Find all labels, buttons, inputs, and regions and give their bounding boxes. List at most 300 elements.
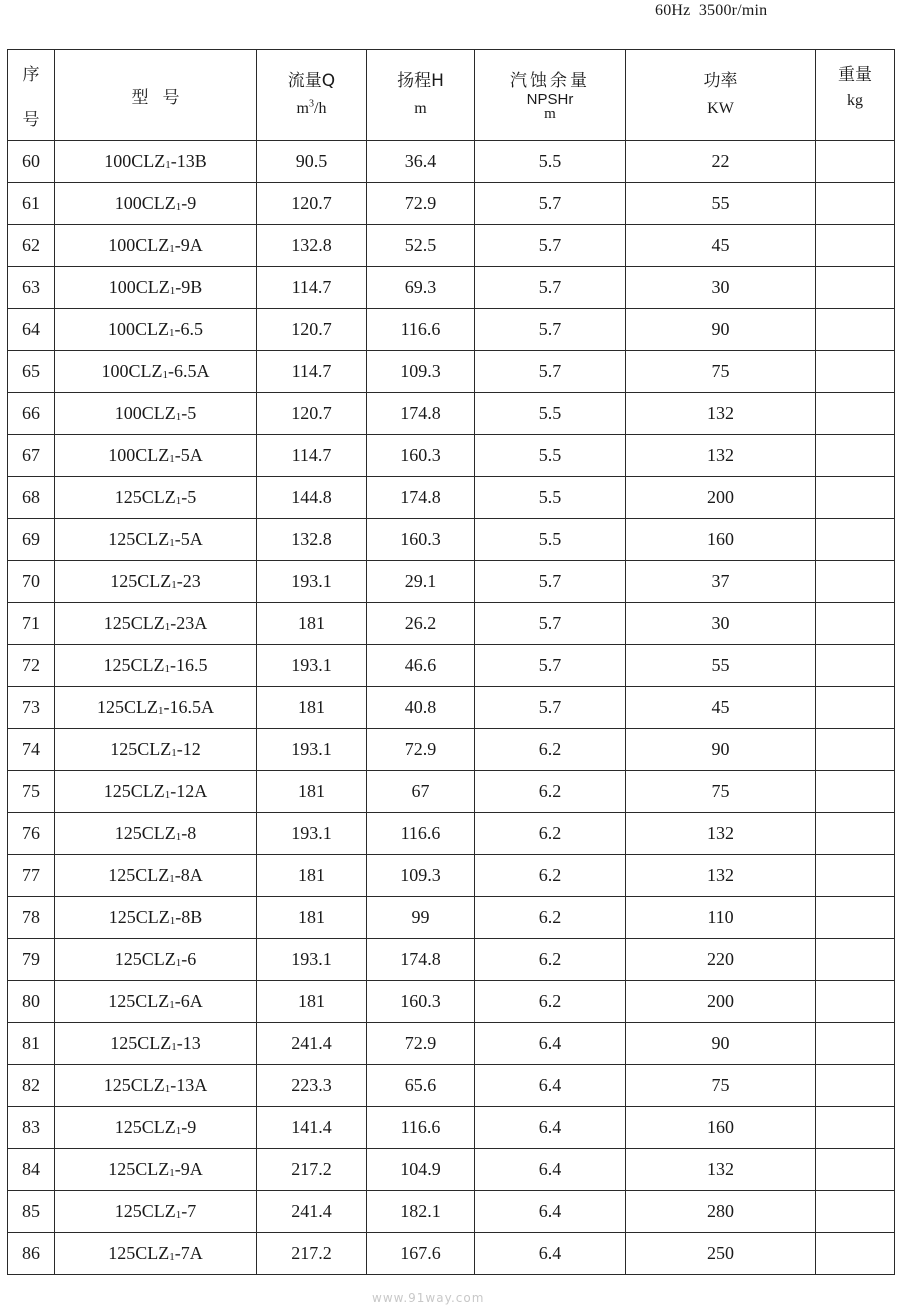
model-subscript: 1 <box>175 495 182 507</box>
cell-npsh: 6.2 <box>475 771 626 813</box>
cell-seq: 69 <box>8 519 55 561</box>
model-prefix: 100 <box>101 361 129 381</box>
cell-seq: 60 <box>8 141 55 183</box>
cell-weight <box>816 267 895 309</box>
cell-seq: 77 <box>8 855 55 897</box>
cell-head: 174.8 <box>367 393 475 435</box>
cell-seq: 80 <box>8 981 55 1023</box>
table-row <box>8 939 895 981</box>
cell-head: 40.8 <box>367 687 475 729</box>
header-npsh-code: NPSHr <box>526 91 574 108</box>
cell-weight <box>816 1191 895 1233</box>
cell-seq: 66 <box>8 393 55 435</box>
watermark-text: www.91way.com <box>372 1291 485 1305</box>
cell-seq: 84 <box>8 1149 55 1191</box>
cell-weight <box>816 897 895 939</box>
cell-model <box>55 1023 257 1065</box>
cell-flow: 114.7 <box>257 267 367 309</box>
model-infix: CLZ <box>135 319 169 339</box>
cell-power: 30 <box>626 603 816 645</box>
cell-model <box>55 141 257 183</box>
table-row <box>8 351 895 393</box>
model-infix: CLZ <box>141 1117 176 1137</box>
cell-flow: 193.1 <box>257 939 367 981</box>
cell-weight <box>816 1023 895 1065</box>
cell-seq: 74 <box>8 729 55 771</box>
cell-model <box>55 183 257 225</box>
cell-flow: 120.7 <box>257 393 367 435</box>
cell-power: 75 <box>626 351 816 393</box>
header-seq-bottom: 号 <box>22 110 40 130</box>
cell-flow: 217.2 <box>257 1149 367 1191</box>
cell-flow: 132.8 <box>257 519 367 561</box>
model-infix: CLZ <box>135 277 170 297</box>
table-row <box>8 141 895 183</box>
cell-head: 46.6 <box>367 645 475 687</box>
cell-head: 160.3 <box>367 981 475 1023</box>
model-subscript: 1 <box>164 621 171 633</box>
cell-npsh: 5.5 <box>475 141 626 183</box>
cell-weight <box>816 1065 895 1107</box>
cell-model <box>55 939 257 981</box>
model-infix: CLZ <box>141 823 176 843</box>
table-row <box>8 477 895 519</box>
model-infix: CLZ <box>135 445 170 465</box>
model-infix: CLZ <box>130 1075 165 1095</box>
cell-head: 109.3 <box>367 351 475 393</box>
model-prefix: 125 <box>103 613 131 633</box>
table-row <box>8 1233 895 1275</box>
table-row <box>8 519 895 561</box>
table-row <box>8 225 895 267</box>
cell-weight <box>816 519 895 561</box>
cell-flow: 181 <box>257 855 367 897</box>
cell-npsh: 6.2 <box>475 981 626 1023</box>
cell-flow: 144.8 <box>257 477 367 519</box>
cell-seq: 86 <box>8 1233 55 1275</box>
header-flow-label: 流量Q <box>287 71 336 91</box>
header-head <box>367 50 475 141</box>
cell-npsh: 5.7 <box>475 687 626 729</box>
cell-model <box>55 309 257 351</box>
table-row <box>8 309 895 351</box>
cell-model <box>55 687 257 729</box>
cell-flow: 241.4 <box>257 1023 367 1065</box>
cell-weight <box>816 771 895 813</box>
model-prefix: 100 <box>108 277 136 297</box>
model-prefix: 125 <box>108 529 136 549</box>
table-row <box>8 645 895 687</box>
cell-head: 182.1 <box>367 1191 475 1233</box>
cell-seq: 81 <box>8 1023 55 1065</box>
header-flow <box>257 50 367 141</box>
cell-seq: 71 <box>8 603 55 645</box>
cell-head: 116.6 <box>367 813 475 855</box>
cell-power: 250 <box>626 1233 816 1275</box>
cell-seq: 67 <box>8 435 55 477</box>
cell-model <box>55 519 257 561</box>
cell-weight <box>816 603 895 645</box>
table-row <box>8 393 895 435</box>
model-suffix: -16.5A <box>163 697 214 717</box>
cell-flow: 181 <box>257 981 367 1023</box>
header-weight-unit: kg <box>847 92 863 109</box>
header-weight-label: 重量 <box>838 65 872 85</box>
cell-flow: 120.7 <box>257 183 367 225</box>
cell-power: 37 <box>626 561 816 603</box>
model-infix: CLZ <box>137 571 172 591</box>
table-row <box>8 1023 895 1065</box>
cell-weight <box>816 1107 895 1149</box>
cell-weight <box>816 1233 895 1275</box>
cell-head: 65.6 <box>367 1065 475 1107</box>
cell-head: 167.6 <box>367 1233 475 1275</box>
cell-model <box>55 1233 257 1275</box>
model-suffix: -5A <box>174 445 203 465</box>
cell-seq: 72 <box>8 645 55 687</box>
table-header-row <box>8 50 895 141</box>
table-row <box>8 1191 895 1233</box>
cell-power: 90 <box>626 309 816 351</box>
cell-flow: 114.7 <box>257 351 367 393</box>
cell-weight <box>816 477 895 519</box>
cell-model <box>55 477 257 519</box>
model-infix: CLZ <box>130 781 165 801</box>
cell-power: 90 <box>626 729 816 771</box>
cell-seq: 64 <box>8 309 55 351</box>
cell-power: 90 <box>626 1023 816 1065</box>
model-infix: CLZ <box>131 151 166 171</box>
model-infix: CLZ <box>135 235 170 255</box>
model-subscript: 1 <box>175 831 182 843</box>
cell-head: 99 <box>367 897 475 939</box>
cell-npsh: 5.7 <box>475 309 626 351</box>
model-suffix: -6 <box>181 949 197 969</box>
cell-flow: 217.2 <box>257 1233 367 1275</box>
cell-weight <box>816 1149 895 1191</box>
model-suffix: -13B <box>170 151 207 171</box>
cell-seq: 61 <box>8 183 55 225</box>
model-subscript: 1 <box>169 915 176 927</box>
model-infix: CLZ <box>135 991 170 1011</box>
table-row <box>8 687 895 729</box>
header-power-unit: KW <box>707 100 734 117</box>
cell-power: 132 <box>626 813 816 855</box>
cell-head: 72.9 <box>367 729 475 771</box>
model-subscript: 1 <box>171 579 177 591</box>
cell-flow: 181 <box>257 771 367 813</box>
cell-power: 110 <box>626 897 816 939</box>
cell-power: 22 <box>626 141 816 183</box>
cell-model <box>55 645 257 687</box>
cell-power: 132 <box>626 393 816 435</box>
model-prefix: 125 <box>103 655 131 675</box>
model-subscript: 1 <box>171 1041 177 1053</box>
header-npsh-unit: m <box>544 106 556 122</box>
cell-model <box>55 393 257 435</box>
model-prefix: 125 <box>110 571 138 591</box>
model-suffix: -16.5 <box>170 655 208 675</box>
cell-npsh: 6.4 <box>475 1149 626 1191</box>
table-row <box>8 813 895 855</box>
model-subscript: 1 <box>175 201 182 213</box>
cell-head: 116.6 <box>367 1107 475 1149</box>
cell-head: 69.3 <box>367 267 475 309</box>
table-row <box>8 267 895 309</box>
model-infix: CLZ <box>128 361 163 381</box>
cell-npsh: 6.4 <box>475 1023 626 1065</box>
cell-seq: 73 <box>8 687 55 729</box>
table-row <box>8 1149 895 1191</box>
cell-power: 160 <box>626 519 816 561</box>
cell-flow: 114.7 <box>257 435 367 477</box>
model-suffix: -9 <box>181 1117 197 1137</box>
cell-weight <box>816 813 895 855</box>
cell-seq: 65 <box>8 351 55 393</box>
header-weight <box>816 50 895 141</box>
model-suffix: -23 <box>176 571 201 591</box>
cell-head: 26.2 <box>367 603 475 645</box>
model-suffix: -13A <box>170 1075 208 1095</box>
table-row <box>8 603 895 645</box>
model-subscript: 1 <box>169 1251 175 1263</box>
cell-model <box>55 1149 257 1191</box>
cell-weight <box>816 645 895 687</box>
model-prefix: 125 <box>103 1075 131 1095</box>
model-infix: CLZ <box>141 403 176 423</box>
table-row <box>8 771 895 813</box>
cell-flow: 90.5 <box>257 141 367 183</box>
model-prefix: 100 <box>104 151 132 171</box>
cell-power: 200 <box>626 981 816 1023</box>
model-infix: CLZ <box>137 1033 172 1053</box>
pump-spec-table <box>7 49 895 1275</box>
model-infix: CLZ <box>130 613 165 633</box>
header-head-unit: m <box>414 100 427 117</box>
model-suffix: -5 <box>181 487 197 507</box>
cell-seq: 79 <box>8 939 55 981</box>
model-suffix: -12A <box>170 781 208 801</box>
model-suffix: -7 <box>181 1201 197 1221</box>
model-infix: CLZ <box>130 655 165 675</box>
cell-weight <box>816 393 895 435</box>
header-model <box>55 50 257 141</box>
model-prefix: 125 <box>108 991 136 1011</box>
cell-model <box>55 729 257 771</box>
model-suffix: -6A <box>174 991 203 1011</box>
cell-power: 132 <box>626 855 816 897</box>
cell-head: 116.6 <box>367 309 475 351</box>
model-suffix: -6.5 <box>174 319 203 339</box>
table-row <box>8 183 895 225</box>
cell-head: 174.8 <box>367 939 475 981</box>
header-model-label: 型号 <box>131 87 194 108</box>
model-prefix: 100 <box>114 403 142 423</box>
model-prefix: 125 <box>110 739 138 759</box>
cell-model <box>55 351 257 393</box>
cell-flow: 223.3 <box>257 1065 367 1107</box>
cell-power: 75 <box>626 771 816 813</box>
cell-power: 280 <box>626 1191 816 1233</box>
cell-flow: 181 <box>257 603 367 645</box>
table-row <box>8 897 895 939</box>
cell-power: 75 <box>626 1065 816 1107</box>
cell-npsh: 6.2 <box>475 813 626 855</box>
header-npsh-label: 汽蚀余量 <box>510 71 590 91</box>
cell-npsh: 5.7 <box>475 603 626 645</box>
table-row <box>8 981 895 1023</box>
cell-npsh: 5.7 <box>475 645 626 687</box>
cell-head: 109.3 <box>367 855 475 897</box>
cell-seq: 78 <box>8 897 55 939</box>
model-suffix: -5 <box>181 403 197 423</box>
model-subscript: 1 <box>169 873 175 885</box>
cell-model <box>55 603 257 645</box>
model-infix: CLZ <box>141 193 176 213</box>
model-suffix: -5A <box>174 529 203 549</box>
cell-model <box>55 897 257 939</box>
model-infix: CLZ <box>141 487 176 507</box>
cell-model <box>55 855 257 897</box>
cell-model <box>55 561 257 603</box>
cell-flow: 181 <box>257 687 367 729</box>
cell-head: 174.8 <box>367 477 475 519</box>
model-subscript: 1 <box>164 1083 171 1095</box>
model-prefix: 125 <box>114 1117 142 1137</box>
model-suffix: -9A <box>174 1159 203 1179</box>
cell-npsh: 5.7 <box>475 561 626 603</box>
cell-weight <box>816 351 895 393</box>
cell-head: 52.5 <box>367 225 475 267</box>
model-subscript: 1 <box>158 705 164 717</box>
model-suffix: -6.5A <box>168 361 210 381</box>
model-prefix: 125 <box>103 781 131 801</box>
cell-power: 160 <box>626 1107 816 1149</box>
cell-npsh: 6.4 <box>475 1107 626 1149</box>
model-infix: CLZ <box>135 529 170 549</box>
model-infix: CLZ <box>135 865 170 885</box>
cell-head: 104.9 <box>367 1149 475 1191</box>
header-power <box>626 50 816 141</box>
cell-model <box>55 981 257 1023</box>
cell-weight <box>816 855 895 897</box>
model-prefix: 125 <box>110 1033 138 1053</box>
model-prefix: 125 <box>114 949 142 969</box>
cell-npsh: 5.7 <box>475 183 626 225</box>
model-subscript: 1 <box>175 1125 182 1137</box>
cell-head: 29.1 <box>367 561 475 603</box>
cell-flow: 193.1 <box>257 561 367 603</box>
cell-model <box>55 267 257 309</box>
table-row <box>8 729 895 771</box>
model-subscript: 1 <box>171 747 177 759</box>
cell-npsh: 6.2 <box>475 939 626 981</box>
cell-head: 36.4 <box>367 141 475 183</box>
table-row <box>8 561 895 603</box>
cell-seq: 76 <box>8 813 55 855</box>
cell-npsh: 5.7 <box>475 267 626 309</box>
cell-power: 200 <box>626 477 816 519</box>
cell-weight <box>816 183 895 225</box>
model-prefix: 125 <box>108 907 136 927</box>
model-prefix: 100 <box>114 193 142 213</box>
model-subscript: 1 <box>169 285 176 297</box>
table-row <box>8 855 895 897</box>
model-suffix: -7A <box>174 1243 203 1263</box>
model-prefix: 100 <box>108 319 135 339</box>
model-infix: CLZ <box>135 1243 170 1263</box>
cell-npsh: 5.5 <box>475 477 626 519</box>
cell-flow: 241.4 <box>257 1191 367 1233</box>
cell-power: 55 <box>626 183 816 225</box>
model-subscript: 1 <box>165 159 171 171</box>
cell-flow: 193.1 <box>257 645 367 687</box>
cell-weight <box>816 435 895 477</box>
header-power-label: 功率 <box>703 71 738 91</box>
table-row <box>8 1065 895 1107</box>
cell-seq: 75 <box>8 771 55 813</box>
header-head-label: 扬程H <box>397 71 444 91</box>
frequency-speed-note: 60Hz 3500r/min <box>655 2 768 19</box>
cell-model <box>55 1191 257 1233</box>
model-prefix: 125 <box>114 1201 142 1221</box>
cell-model <box>55 813 257 855</box>
model-infix: CLZ <box>135 1159 170 1179</box>
model-subscript: 1 <box>169 999 175 1011</box>
cell-power: 30 <box>626 267 816 309</box>
model-infix: CLZ <box>137 739 172 759</box>
model-prefix: 125 <box>108 1159 136 1179</box>
cell-weight <box>816 729 895 771</box>
model-suffix: -23A <box>170 613 208 633</box>
model-subscript: 1 <box>169 243 175 255</box>
cell-power: 132 <box>626 435 816 477</box>
cell-npsh: 5.7 <box>475 351 626 393</box>
model-subscript: 1 <box>169 1167 175 1179</box>
cell-npsh: 5.5 <box>475 435 626 477</box>
cell-head: 67 <box>367 771 475 813</box>
cell-seq: 68 <box>8 477 55 519</box>
table-row <box>8 1107 895 1149</box>
cell-power: 220 <box>626 939 816 981</box>
model-suffix: -8 <box>181 823 197 843</box>
model-subscript: 1 <box>169 327 175 339</box>
cell-model <box>55 771 257 813</box>
cell-npsh: 6.2 <box>475 729 626 771</box>
cell-flow: 193.1 <box>257 729 367 771</box>
cell-weight <box>816 981 895 1023</box>
cell-model <box>55 1107 257 1149</box>
cell-weight <box>816 309 895 351</box>
cell-weight <box>816 939 895 981</box>
header-flow-unit: $m^3/h$ <box>296 98 327 117</box>
header-npsh <box>475 50 626 141</box>
model-subscript: 1 <box>175 411 182 423</box>
cell-flow: 193.1 <box>257 813 367 855</box>
cell-model <box>55 1065 257 1107</box>
cell-npsh: 6.4 <box>475 1233 626 1275</box>
model-infix: CLZ <box>141 1201 176 1221</box>
cell-head: 72.9 <box>367 1023 475 1065</box>
cell-weight <box>816 561 895 603</box>
cell-seq: 83 <box>8 1107 55 1149</box>
cell-npsh: 6.4 <box>475 1191 626 1233</box>
cell-model <box>55 225 257 267</box>
model-infix: CLZ <box>135 907 170 927</box>
model-prefix: 125 <box>108 865 136 885</box>
cell-head: 160.3 <box>367 435 475 477</box>
cell-npsh: 5.5 <box>475 519 626 561</box>
